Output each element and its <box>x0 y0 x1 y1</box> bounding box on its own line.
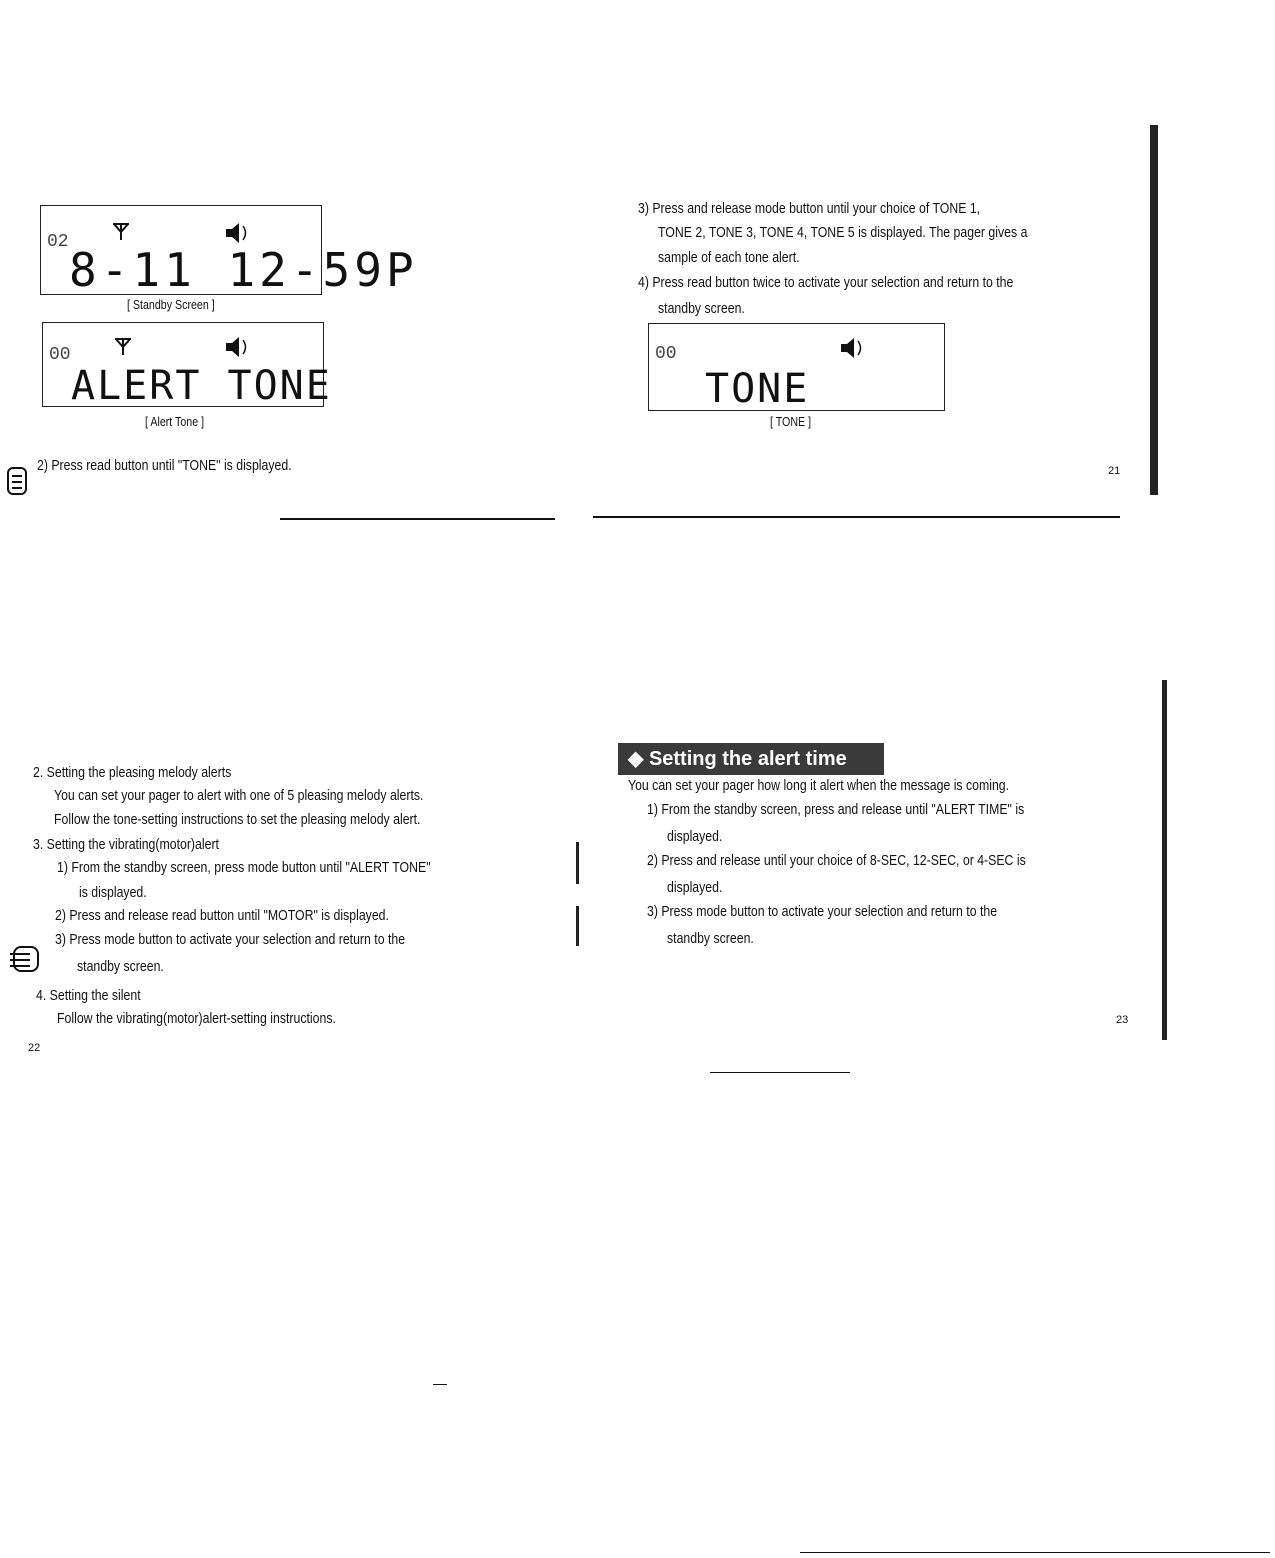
page-number: 23 <box>1116 1014 1129 1026</box>
binding-edge <box>1162 680 1167 1040</box>
step-4-line-2: standby screen. <box>658 300 745 317</box>
alert-tone-caption: [ Alert Tone ] <box>145 414 205 429</box>
alert-tone-glyphs <box>43 323 332 409</box>
lcd-digits: ALERT TONE <box>71 363 332 409</box>
item-3-step-1-line-2: is displayed. <box>79 884 147 901</box>
speaker-icon <box>226 223 246 243</box>
antenna-icon <box>113 224 129 240</box>
step-3-line-2: TONE 2, TONE 3, TONE 4, TONE 5 is displayed. The pager gives a <box>658 224 1028 241</box>
step-3-line-3: sample of each tone alert. <box>658 249 800 266</box>
binding-edge <box>1150 125 1158 495</box>
item-3-step-3-line-1: 3) Press mode button to activate your selection and return to the <box>55 931 406 948</box>
lcd-channel: 00 <box>655 344 677 364</box>
item-3-step-2: 2) Press and release read button until "MOTOR" is displayed. <box>55 907 389 924</box>
tone-caption: [ TONE ] <box>770 414 812 429</box>
step-2-text: 2) Press read button until "TONE" is displayed. <box>37 457 292 474</box>
standby-screen-glyphs <box>41 206 418 297</box>
lcd-digits: 8-11 12-59P <box>69 243 418 297</box>
margin-mark <box>576 906 579 946</box>
page-divider <box>710 1072 850 1073</box>
lcd-digits: TONE <box>705 366 810 412</box>
item-4-line-1: Follow the vibrating(motor)alert-setting instructions. <box>57 1010 336 1027</box>
item-3-step-3-line-2: standby screen. <box>77 958 164 975</box>
step-3-line-1: 3) Press mode button to activate your selection and return to the <box>647 903 998 920</box>
antenna-icon <box>115 339 131 355</box>
page-number: 21 <box>1108 465 1121 477</box>
scan-mark <box>800 1552 1270 1553</box>
tone-display <box>648 323 945 411</box>
item-2-title: 2. Setting the pleasing melody alerts <box>33 764 232 781</box>
speaker-icon <box>841 338 861 358</box>
tone-glyphs <box>649 324 944 410</box>
standby-screen-caption: [ Standby Screen ] <box>127 297 215 312</box>
item-2-line-1: You can set your pager to alert with one of 5 pleasing melody alerts. <box>54 787 424 804</box>
scan-mark <box>433 1384 447 1385</box>
margin-mark <box>576 842 579 884</box>
page-divider <box>280 518 555 520</box>
item-3-step-1-line-1: 1) From the standby screen, press mode button until "ALERT TONE" <box>57 859 431 876</box>
step-1-line-1: 1) From the standby screen, press and release until "ALERT TIME" is <box>647 801 1025 818</box>
step-3-line-2: standby screen. <box>667 930 754 947</box>
page-number: 22 <box>28 1042 41 1054</box>
item-4-title: 4. Setting the silent <box>36 987 141 1004</box>
step-2-line-1: 2) Press and release until your choice of 8-SEC, 12-SEC, or 4-SEC is <box>647 852 1026 869</box>
step-2-line-2: displayed. <box>667 879 723 896</box>
lcd-channel: 02 <box>47 232 69 252</box>
step-3-line-1: 3) Press and release mode button until your choice of TONE 1, <box>638 200 981 217</box>
item-2-line-2: Follow the tone-setting instructions to set the pleasing melody alert. <box>54 811 421 828</box>
speaker-icon <box>226 337 246 357</box>
standby-screen-display <box>40 205 418 297</box>
lcd-channel: 00 <box>49 345 71 365</box>
intro-text: You can set your pager how long it alert when the message is coming. <box>628 777 1010 794</box>
step-1-line-2: displayed. <box>667 828 723 845</box>
step-4-line-1: 4) Press read button twice to activate your selection and return to the <box>638 274 1014 291</box>
pager-icon <box>2 464 32 504</box>
page-divider <box>593 516 1120 518</box>
item-3-title: 3. Setting the vibrating(motor)alert <box>33 836 219 853</box>
section-heading: ◆ Setting the alert time <box>618 743 884 775</box>
alert-tone-display <box>42 322 332 409</box>
pager-icon <box>8 945 44 975</box>
